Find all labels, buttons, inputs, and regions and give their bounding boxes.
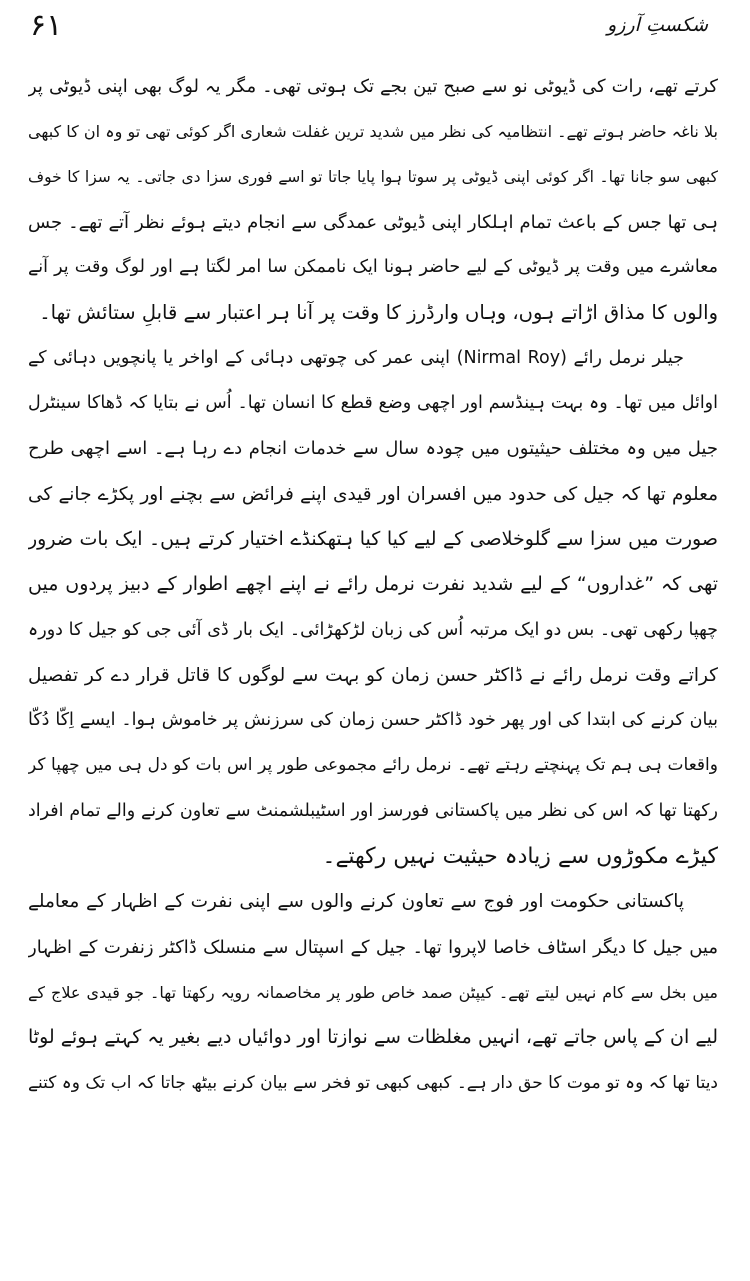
text-line: میں جیل کا دیگر اسٹاف خاصا لاپروا تھا۔ جیل کے اسپتال سے منسلک ڈاکٹر زنفرت کے اظہار <box>28 936 718 958</box>
text-line: بیان کرنے کی ابتدا کی اور پھر خود ڈاکٹر حسن زمان کی سرزنش پر خاموش ہوا۔ ایسے اِکّا دُکّا <box>28 710 718 731</box>
text-line: کراتے وقت نرمل رائے نے ڈاکٹر حسن زمان کو بہت سے لوگوں کا قاتل قرار دے کر تفصیل <box>28 664 718 686</box>
text-line: کبھی سو جانا تھا۔ اگر کوئی اپنی ڈیوٹی پر سوتا ہوا پایا جاتا تو اسے فوری سزا دی جاتی۔ یہ سزا کا خوف <box>28 167 718 186</box>
page-number: ۶۱ <box>30 8 63 43</box>
text-line: واقعات ہی ہم تک پہنچتے رہتے تھے۔ نرمل رائے مجموعی طور پر اس بات کو دل ہی میں چھپا کر <box>28 755 718 776</box>
text-line: معلوم تھا کہ جیل کی حدود میں افسران اور قیدی اپنے فرائض سے بچنے اور پکڑے جانے کی <box>28 483 718 505</box>
text-line: صورت میں سزا سے گلوخلاصی کے لیے کیا کیا ہتھکنڈے اختیار کرتے ہیں۔ ایک بات ضرور <box>28 527 718 550</box>
text-line: تھی کہ ”غداروں“ کے لیے شدید نفرت نرمل رائے نے اپنے اچھے اطوار کے دبیز پردوں میں <box>28 573 718 596</box>
text-line: اوائل میں تھا۔ وہ بہت ہینڈسم اور اچھی وضع قطع کا انسان تھا۔ اُس نے بتایا کہ ڈھاکا سینٹرل <box>28 393 718 414</box>
paragraph-start-line: پاکستانی حکومت اور فوج سے تعاون کرنے والوں سے اپنی نفرت کے اظہار کے معاملے <box>28 891 684 913</box>
text-line: والوں کا مذاق اڑاتے ہوں، وہاں وارڈرز کا وقت پر آنا ہر اعتبار سے قابلِ ستائش تھا۔ <box>39 301 718 325</box>
page-header <box>30 6 708 56</box>
text-line: جیل میں وہ مختلف حیثیتوں میں چودہ سال سے خدمات انجام دے رہا ہے۔ اسے اچھی طرح <box>28 438 718 460</box>
text-line: بلا ناغہ حاضر ہوتے تھے۔ انتظامیہ کی نظر میں شدید ترین غفلت شعاری اگر کوئی تھی تو وہ ان کا کبھی <box>28 122 718 142</box>
text-line: دیتا تھا کہ وہ تو موت کا حق دار ہے۔ کبھی کبھی تو فخر سے بیان کرنے بیٹھ جاتا کہ اب تک وہ کتنے <box>28 1072 718 1093</box>
text-line: معاشرے میں وقت پر ڈیوٹی کے لیے حاضر ہونا ایک ناممکن سا امر لگتا ہے اور لوگ وقت پر آنے <box>28 257 718 278</box>
text-line: ہی تھا جس کے باعث تمام اہلکار اپنی ڈیوٹی عمدگی سے انجام دیتے ہوئے نظر آتے تھے۔ جس <box>28 211 718 233</box>
text-line: لیے ان کے پاس جاتے تھے، انہیں مغلظات سے نوازتا اور دوائیاں دیے بغیر یہ کہتے ہوئے لوٹا <box>28 1026 718 1049</box>
running-title: شکستِ آرزو <box>607 14 708 36</box>
text-line: میں بخل سے کام نہیں لیتے تھے۔ کیپٹن صمد خاص طور پر مخاصمانہ رویہ رکھتا تھا۔ جو قیدی علاج کے <box>28 982 718 1002</box>
paragraph-start-line: جیلر نرمل رائے (Nirmal Roy) اپنی عمر کی چوتھی دہائی کے اواخر یا پانچویں دہائی کے <box>28 347 685 368</box>
text-line: چھپا رکھی تھی۔ بس دو ایک مرتبہ اُس کی زبان لڑکھڑائی۔ ایک بار ڈی آئی جی کو جیل کا دورہ <box>28 619 718 640</box>
text-line: کیڑے مکوڑوں سے زیادہ حیثیت نہیں رکھتے۔ <box>322 844 718 870</box>
text-line: کرتے تھے، رات کی ڈیوٹی نو سے صبح تین بجے تک ہوتی تھی۔ مگر یہ لوگ بھی اپنی ڈیوٹی پر <box>28 76 718 97</box>
body-text <box>28 64 718 1106</box>
text-line: رکھتا تھا کہ اس کی نظر میں پاکستانی فورسز اور اسٹیبلشمنٹ سے تعاون کرنے والے تمام افراد <box>28 800 718 821</box>
